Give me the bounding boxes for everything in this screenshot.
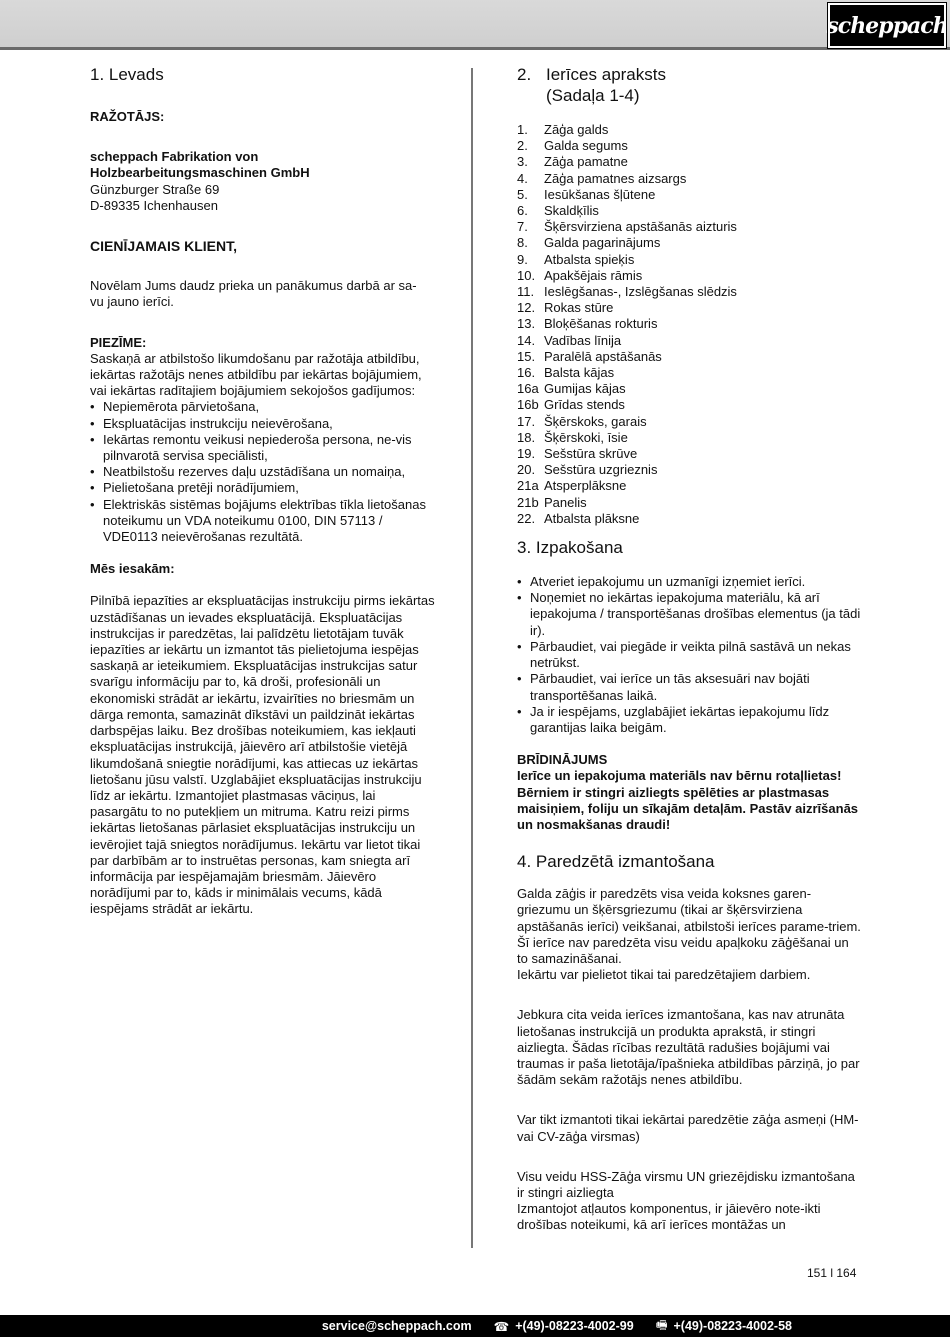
note-list xyxy=(90,399,435,545)
use-paragraph-1: Galda zāģis ir paredzēts visa veida koksnes garen-griezumu un šķērsgriezumu (tikai ar šķērsvirziena apstāšanās ierīci) veikšanai, atbilstoši ierīces parame-triem. xyxy=(517,886,861,934)
recommend-label: Mēs iesakām: xyxy=(90,561,175,577)
list-item: 6. Skaldķīlis xyxy=(517,203,599,219)
warning-text: Ierīce un iepakojuma materiāls nav bērnu rotaļlietas! Bērniem ir stingri aizliegts spēlēties ar plastmasas maisiņiem, foliju un sīkajām detaļām. Pastāv aizrīšanās un nosmakšanas draudi! xyxy=(517,768,859,832)
list-item: • Noņemiet no iekārtas iepakojuma materiālu, kā arī iepakojuma / transportēšanas drošības elementus (ja tādi ir). xyxy=(517,590,862,639)
list-item: 12. Rokas stūre xyxy=(517,300,614,316)
use-paragraph-6a: Visu veidu HSS-Zāģa virsmu UN griezējdisku izmantošana ir stingri aizliegta xyxy=(517,1168,855,1200)
note-text: Saskaņā ar atbilstošo likumdošanu par ražotāja atbildību, iekārtas ražotājs nenes atbildību par iekārtas bojājumiem, vai iekārtas radītajiem bojājumiem sekojošos gadījumos: xyxy=(90,350,422,399)
page-number: 151 l 164 xyxy=(807,1266,857,1280)
list-item: • Pārbaudiet, vai piegāde ir veikta pilnā sastāvā un nekas netrūkst. xyxy=(517,639,862,671)
column-divider xyxy=(471,68,473,1248)
use-paragraph-6b: Izmantojot atļautos komponentus, ir jāievēro note-ikti drošības noteikumi, kā arī ierīces montāžas un xyxy=(517,1201,821,1233)
list-item: 4. Zāģa pamatnes aizsargs xyxy=(517,170,687,186)
fax-icon: 🖷 xyxy=(655,1317,668,1332)
list-item: • Atveriet iepakojumu un uzmanīgi izņemiet ierīci. xyxy=(517,574,862,590)
recommend-text: Pilnībā iepazīties ar ekspluatācijas instrukciju pirms iekārtas uzstādīšanas un ievades ekspluatācijā. Ekspluatācijas instrukcijas ir paredzētas, lai palīdzētu lietotājam tuvāk iepazīties ar iekārtu un izmantot tās pielietojuma iespējas saskaņā ar ieteikumiem. Ekspluatācijas instrukcijas satur svarīgu informāciju par to, kā droši, profesionāli un ekonomiski strādāt ar iekārtu, izvairīties no briesmām un dārga remonta, samazināt dīkstāvi un paildzināt iekārtas darbspējas laiku. Bez drošības noteikumiem, kas iekļauti ekspluatācijas instrukcijā, jāievēro arī atbilstošie vietējā likumdošanā sniegtie norādījumi, kas attiecas uz iekārtas lietošanu jūsu valstī. Uzglabājiet ekspluatācijas instrukciju līdz ar iekārtu. Izmantojiet plastmasas vāciņus, lai pasargātu to no putekļiem un mitruma. Katru reizi pirms iekārtas lietošanas pārlasiet ekspluatācijas instrukciju un ievērojiet tajā sniegtos norādījumus. Iekārtu var lietot tikai par darbībām ar to instruētas personas, kam sniegta arī informācija par iespējamajām briesmām. Jāievēro norādījumi par to, kāds ir minimālais vecums, kādā iespējams strādāt ar iekārtu. xyxy=(90,593,435,917)
list-item: 11. Ieslēgšanas-, Izslēgšanas slēdzis xyxy=(517,284,737,300)
phone-icon: ☎ xyxy=(493,1319,510,1334)
list-item: 16. Balsta kājas xyxy=(517,365,615,381)
list-item: 7. Šķērsvirziena apstāšanās aizturis xyxy=(517,219,737,235)
list-item: 21a Atsperplāksne xyxy=(517,478,627,494)
list-item: • Iekārtas remontu veikusi nepiederoša persona, ne-vis pilnvarotā servisa speciālisti, xyxy=(90,432,435,464)
footer-phone: +(49)-08223-4002-99 xyxy=(515,1319,634,1333)
list-item: • Ekspluatācijas instrukciju neievērošana, xyxy=(90,416,435,432)
greeting-text: Novēlam Jums daudz prieka un panākumus darbā ar sa-vu jauno ierīci. xyxy=(90,278,417,310)
list-item: 8. Galda pagarinājums xyxy=(517,235,661,251)
list-item: • Ja ir iespējams, uzglabājiet iekārtas iepakojumu līdz garantijas laika beigām. xyxy=(517,704,862,736)
use-paragraph-2: Šī ierīce nav paredzēta visu veidu apaļkoku zāģēšanai un to samazināšanai. xyxy=(517,934,849,966)
footer-fax: +(49)-08223-4002-58 xyxy=(673,1319,792,1333)
list-item: 1. Zāģa galds xyxy=(517,122,609,137)
footer-email[interactable]: service@scheppach.com xyxy=(321,1319,472,1333)
section-4-title: 4. Paredzētā izmantošana xyxy=(517,852,715,872)
list-item: 10. Apakšējais rāmis xyxy=(517,267,643,283)
list-item: 16a Gumijas kājas xyxy=(517,381,626,397)
list-item: 14. Vadības līnija xyxy=(517,332,622,348)
section-2-title xyxy=(517,64,862,106)
list-item: 3. Zāģa pamatne xyxy=(517,154,628,170)
list-item: • Pielietošana pretēji norādījumiem, xyxy=(90,480,435,496)
company-name-line1: scheppach Fabrikation von xyxy=(90,149,259,165)
list-item: 20. Sešstūra uzgrieznis xyxy=(517,462,658,478)
list-item: 13. Bloķēšanas rokturis xyxy=(517,316,658,332)
footer-bar xyxy=(0,1315,950,1337)
section-2-title-line2: (Sadaļa 1-4) xyxy=(546,86,640,105)
section-2-number: 2. xyxy=(517,65,532,84)
address-line1: Günzburger Straße 69 xyxy=(90,181,220,197)
customer-label: CIENĪJAMAIS KLIENT, xyxy=(90,238,238,255)
list-item: 17. Šķērskoks, garais xyxy=(517,413,647,429)
address-line2: D-89335 Ichenhausen xyxy=(90,197,218,213)
note-label: PIEZĪME: xyxy=(90,334,147,350)
list-item: 22. Atbalsta plāksne xyxy=(517,510,640,526)
section-2-title-line1: Ierīces apraksts xyxy=(546,65,666,84)
left-column xyxy=(90,64,435,918)
list-item: 18. Šķērskoki, īsie xyxy=(517,429,628,445)
header-band xyxy=(0,0,950,50)
list-item: • Pārbaudiet, vai ierīce un tās aksesuāri nav bojāti transportēšanas laikā. xyxy=(517,671,862,703)
list-item: 19. Sešstūra skrūve xyxy=(517,446,638,462)
list-item: 15. Paralēlā apstāšanās xyxy=(517,348,662,364)
parts-list xyxy=(517,122,862,527)
list-item: 9. Atbalsta spieķis xyxy=(517,251,635,267)
use-paragraph-5: Var tikt izmantoti tikai iekārtai paredzētie zāģa asmeņi (HM- vai CV-zāģa virsmas) xyxy=(517,1112,859,1144)
list-item: • Elektriskās sistēmas bojājums elektrības tīkla lietošanas noteikumu un VDA noteikumu 0100, DIN 57113 / VDE0113 neievērošanas rezultātā. xyxy=(90,497,435,546)
list-item: • Neatbilstošu rezerves daļu uzstādīšana un nomaiņa, xyxy=(90,464,435,480)
list-item: 2. Galda segums xyxy=(517,138,628,154)
unpack-list xyxy=(517,574,862,736)
use-paragraph-4: Jebkura cita veida ierīces izmantošana, kas nav atrunāta lietošanas instrukcijā un produkta aprakstā, ir stingri aizliegta. Šādas rīcības rezultātā radušies bojājumi vai traumas ir paša lietotāja/īpašnieka atbildības pārziņā, jo par šādām sekām ražotājs nenes atbildību. xyxy=(517,1007,860,1088)
brand-logo: scheppach xyxy=(828,3,946,48)
company-name-line2: Holzbearbeitungsmaschinen GmbH xyxy=(90,165,310,181)
list-item: 21b Panelis xyxy=(517,494,587,510)
section-1-title: 1. Levads xyxy=(90,65,164,84)
warning-label: BRĪDINĀJUMS xyxy=(517,752,608,768)
manufacturer-label: RAŽOTĀJS: xyxy=(90,109,165,124)
list-item: 5. Iesūkšanas šļūtene xyxy=(517,186,656,202)
list-item: 16b Grīdas stends xyxy=(517,397,625,413)
section-3-title: 3. Izpakošana xyxy=(517,538,623,558)
use-paragraph-3: Iekārtu var pielietot tikai tai paredzētajiem darbiem. xyxy=(517,967,811,983)
right-column xyxy=(517,64,862,1234)
list-item: • Nepiemērota pārvietošana, xyxy=(90,399,435,415)
